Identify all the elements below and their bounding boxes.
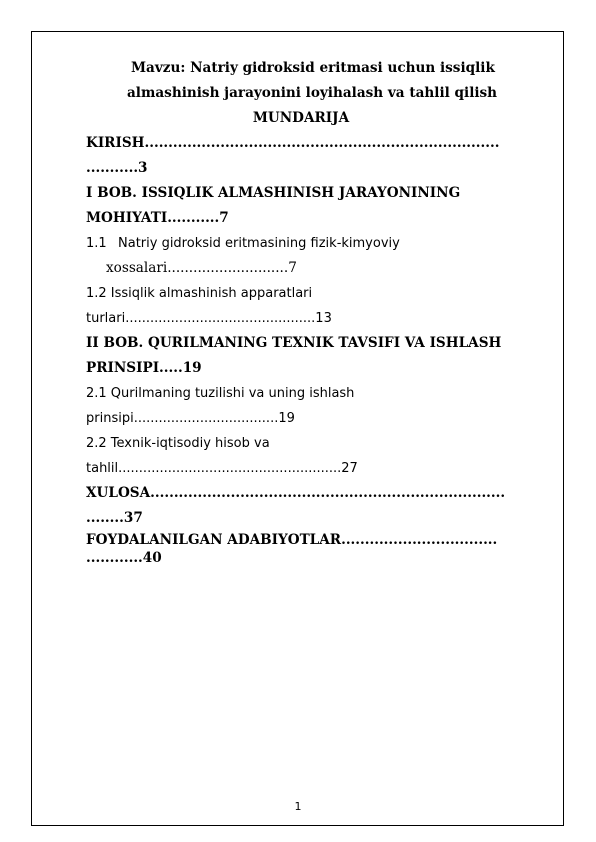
section-title: Natriy gidroksid eritmasining fizik-kimyoviy bbox=[118, 236, 400, 251]
toc-entry-line: KIRISH........................................................................... bbox=[86, 135, 500, 151]
toc-entry-line bbox=[86, 231, 516, 256]
toc-entry-line: 2.2 Texnik-iqtisodiy hisob va bbox=[86, 436, 270, 451]
toc-entry-section-2-2 bbox=[86, 431, 516, 481]
toc-entry-line: ...........3 bbox=[86, 160, 148, 176]
topic-title-line-1: Mavzu: Natriy gidroksid eritmasi uchun issiqlik bbox=[131, 60, 495, 76]
toc-entry-section-1-2 bbox=[86, 281, 516, 331]
toc-entry-section-1-1 bbox=[86, 231, 516, 281]
toc-entry-section-2-1 bbox=[86, 381, 516, 431]
toc-entry-line: FOYDALANILGAN ADABIYOTLAR................................. bbox=[86, 532, 498, 548]
toc-entry-line: PRINSIPI.....19 bbox=[86, 360, 202, 376]
section-number: 1.1 bbox=[86, 236, 107, 251]
document-body bbox=[86, 56, 516, 567]
toc-entry-kirish bbox=[86, 131, 516, 181]
page-number: 1 bbox=[294, 800, 302, 813]
contents-heading: MUNDARIJA bbox=[252, 110, 350, 126]
topic-title-line-2: almashinish jarayonini loyihalash va tahlil qilish bbox=[127, 85, 498, 101]
toc-entry-line: ........37 bbox=[86, 510, 143, 526]
toc-entry-line: XULOSA........................................................................... bbox=[86, 485, 506, 501]
toc-entry-line: 1.2 Issiqlik almashinish apparatlari bbox=[86, 286, 313, 301]
toc-entry-line: prinsipi...................................19 bbox=[86, 411, 295, 426]
toc-entry-line: MOHIYATI...........7 bbox=[86, 210, 229, 226]
toc-entry-references bbox=[86, 531, 516, 567]
toc-entry-xulosa bbox=[86, 481, 516, 531]
toc-entry-line: xossalari............................7 bbox=[106, 260, 297, 276]
toc-entry-line: I BOB. ISSIQLIK ALMASHINISH JARAYONINING bbox=[86, 185, 461, 201]
toc-entry-line: tahlil......................................................27 bbox=[86, 461, 358, 476]
toc-entry-line: II BOB. QURILMANING TEXNIK TAVSIFI VA ISHLASH bbox=[86, 335, 502, 351]
toc-entry-line: ............40 bbox=[86, 550, 162, 566]
toc-entry-line: 2.1 Qurilmaning tuzilishi va uning ishlash bbox=[86, 386, 355, 401]
toc-entry-chapter-1 bbox=[86, 181, 516, 231]
toc-entry-line: turlari..............................................13 bbox=[86, 311, 332, 326]
toc-entry-chapter-2 bbox=[86, 331, 516, 381]
